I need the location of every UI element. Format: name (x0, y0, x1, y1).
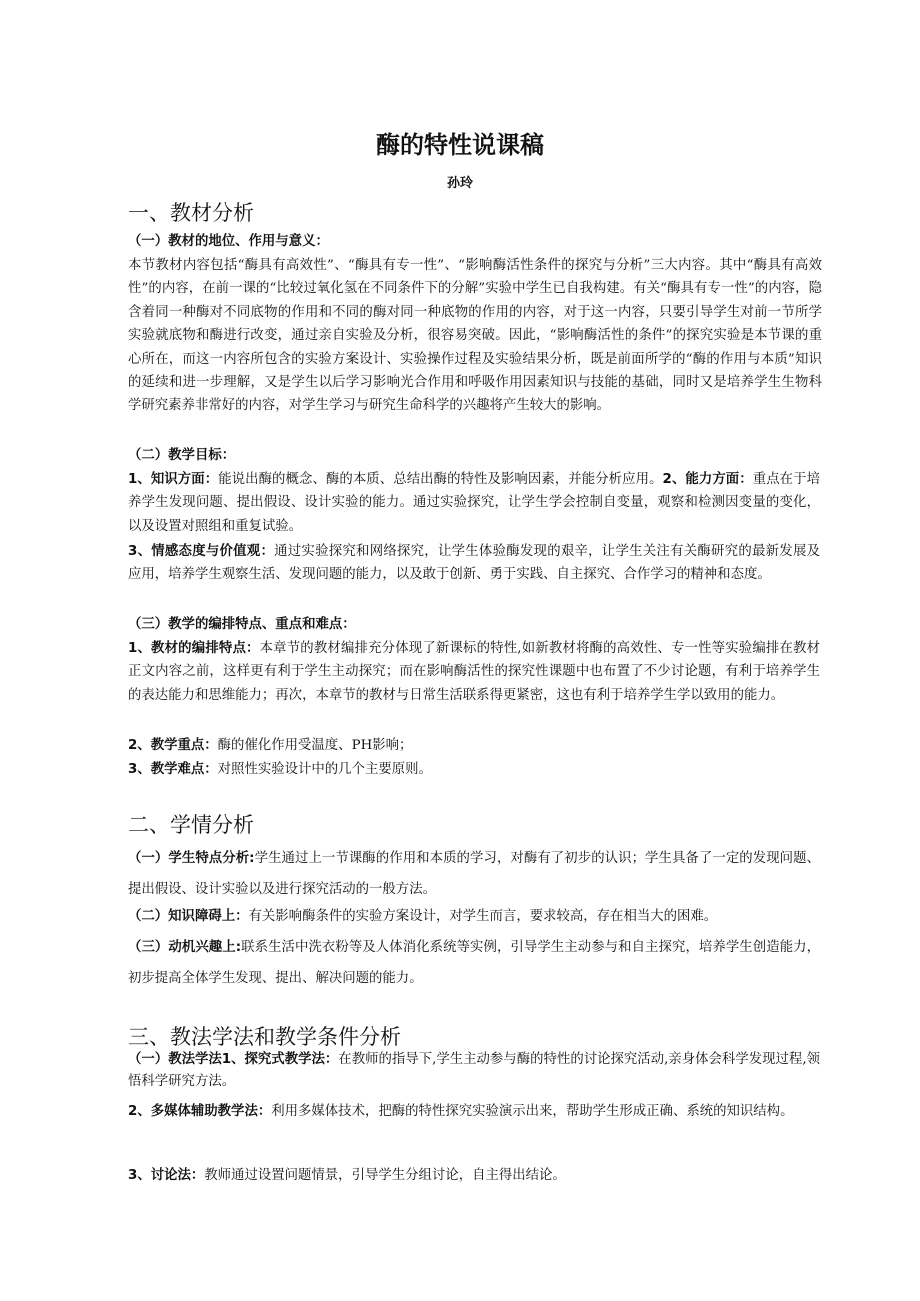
goal-knowledge-label: 1、知识方面： (128, 472, 219, 487)
motivation-interest-label: （三）动机兴趣上: (128, 940, 242, 955)
paragraph-textbook-content: 本节教材内容包括“酶具有高效性”、“酶具有专一性”、“影响酶活性条件的探究与分析”三大内容。其中“酶具有高效性”的内容，在前一课的“比较过氧化氢在不同条件下的分解”实验中学生已自我构建。有关“酶具有专一性”的内容，隐含着同一种酶对不同底物的作用和不同的酶对同一种底物的作用的内容，对于这一内容，只要引导学生对前一节所学实验就底物和酶进行改变，通过亲自实验及分析，很容易突破。因此，“影响酶活性的条件”的探究实验是本节课的重心所在，而这一内容所包含的实验方案设计、实验操作过程及实验结果分析，既是前面所学的“酶的作用与本质”知识的延续和进一步理解，又是学生以后学习影响光合作用和呼吸作用因素知识与技能的基础，同时又是培养学生生物科学研究素养非常好的内容，对学生学习与研究生命科学的兴趣将产生较大的影响。 (128, 258, 822, 414)
goal-attitude (128, 540, 820, 587)
editing-features-text: 本章节的教材编排充分体现了新课标的特性,如新教材将酶的高效性、专一性等实验编排在教材正文内容之前，这样更有利于学生主动探究；而在影响酶活性的探究性课题中也布置了不少讨论题，有利于培养学生的表达能力和思维能力；再次，本章节的教材与日常生活联系得更紧密，这也有利于培养学生学以致用的能力。 (128, 641, 820, 703)
section-heading-2: 二、学情分析 (128, 813, 254, 837)
method-inquiry (128, 1049, 820, 1093)
editing-features (128, 637, 820, 707)
method-multimedia (128, 1096, 820, 1127)
method-inquiry-text: 在教师的指导下,学生主动参与酶的特性的讨论探究活动,亲身体会科学发现过程,领悟科学研究方法。 (128, 1052, 820, 1089)
teaching-difficulty-text: 对照性实验设计中的几个主要原则。 (217, 762, 432, 777)
subsection-label-1-1 (128, 230, 820, 253)
goal-knowledge-ability (128, 468, 820, 538)
subsection-label-1-3 (128, 613, 820, 636)
goal-attitude-label: 3、情感态度与价值观： (128, 544, 275, 559)
method-discussion-label: 3、讨论法： (128, 1168, 205, 1183)
goal-ability-text: 重点在于培养学生发现问题、提出假设、设计实验的能力。通过实验探究，让学生学会控制自变量，观察和检测因变量的变化，以及设置对照组和重复试验。 (128, 472, 820, 534)
subsection-label-text: （一）教材的地位、作用与意义： (128, 234, 329, 249)
subsection-label-1-2 (128, 444, 820, 467)
document-title: 酶的特性说课稿 (376, 131, 544, 159)
knowledge-obstacle-label: （二）知识障碍上： (128, 909, 249, 924)
teaching-difficulty-label: 3、教学难点： (128, 762, 218, 777)
knowledge-obstacle (128, 905, 820, 928)
author-name: 孙玲 (446, 176, 473, 191)
knowledge-obstacle-text: 有关影响酶条件的实验方案设计，对学生而言，要求较高，存在相当大的困难。 (248, 909, 718, 924)
motivation-interest-text: 联系生活中洗衣粉等及人体消化系统等实例，引导学生主动参与和自主探究，培养学生创造能力，初步提高全体学生发现、提出、解决问题的能力。 (128, 940, 821, 986)
goal-ability-label: 2、能力方面： (662, 472, 753, 487)
student-characteristics-label: （一）学生特点分析: (128, 851, 255, 866)
student-characteristics-text: 学生通过上一节课酶的作用和本质的学习，对酶有了初步的认识；学生具备了一定的发现问题、提出假设、设计实验以及进行探究活动的一般方法。 (128, 851, 820, 897)
method-multimedia-label: 2、多媒体辅助教学法： (128, 1104, 272, 1119)
teaching-key-point (128, 734, 820, 757)
subsection-label-text: （三）教学的编排特点、重点和难点： (128, 617, 356, 632)
teaching-difficulty (128, 758, 820, 781)
motivation-interest (128, 932, 820, 994)
goal-knowledge-text: 能说出酶的概念、酶的本质、总结出酶的特性及影响因素，并能分析应用。 (218, 472, 663, 487)
goal-attitude-text: 通过实验探究和网络探究，让学生体验酶发现的艰辛，让学生关注有关酶研究的最新发展及应用，培养学生观察生活、发现问题的能力，以及敢于创新、勇于实践、自主探究、合作学习的精神和态度。 (128, 544, 820, 583)
teaching-key-point-text: 酶的催化作用受温度、PH影响； (217, 738, 413, 753)
subsection-label-text: （二）教学目标： (128, 448, 236, 463)
method-discussion-text: 教师通过设置问题情景，引导学生分组讨论，自主得出结论。 (204, 1168, 566, 1183)
method-multimedia-text: 利用多媒体技术，把酶的特性探究实验演示出来，帮助学生形成正确、系统的知识结构。 (271, 1104, 794, 1119)
method-discussion (128, 1164, 820, 1187)
section-heading-3: 三、教法学法和教学条件分析 (128, 1025, 401, 1049)
student-characteristics (128, 843, 820, 905)
editing-features-label: 1、教材的编排特点： (128, 641, 260, 656)
section-heading-1: 一、教材分析 (128, 201, 254, 225)
teaching-key-point-label: 2、教学重点： (128, 738, 218, 753)
method-inquiry-label: （一）教法学法1、探究式教学法： (128, 1052, 339, 1067)
